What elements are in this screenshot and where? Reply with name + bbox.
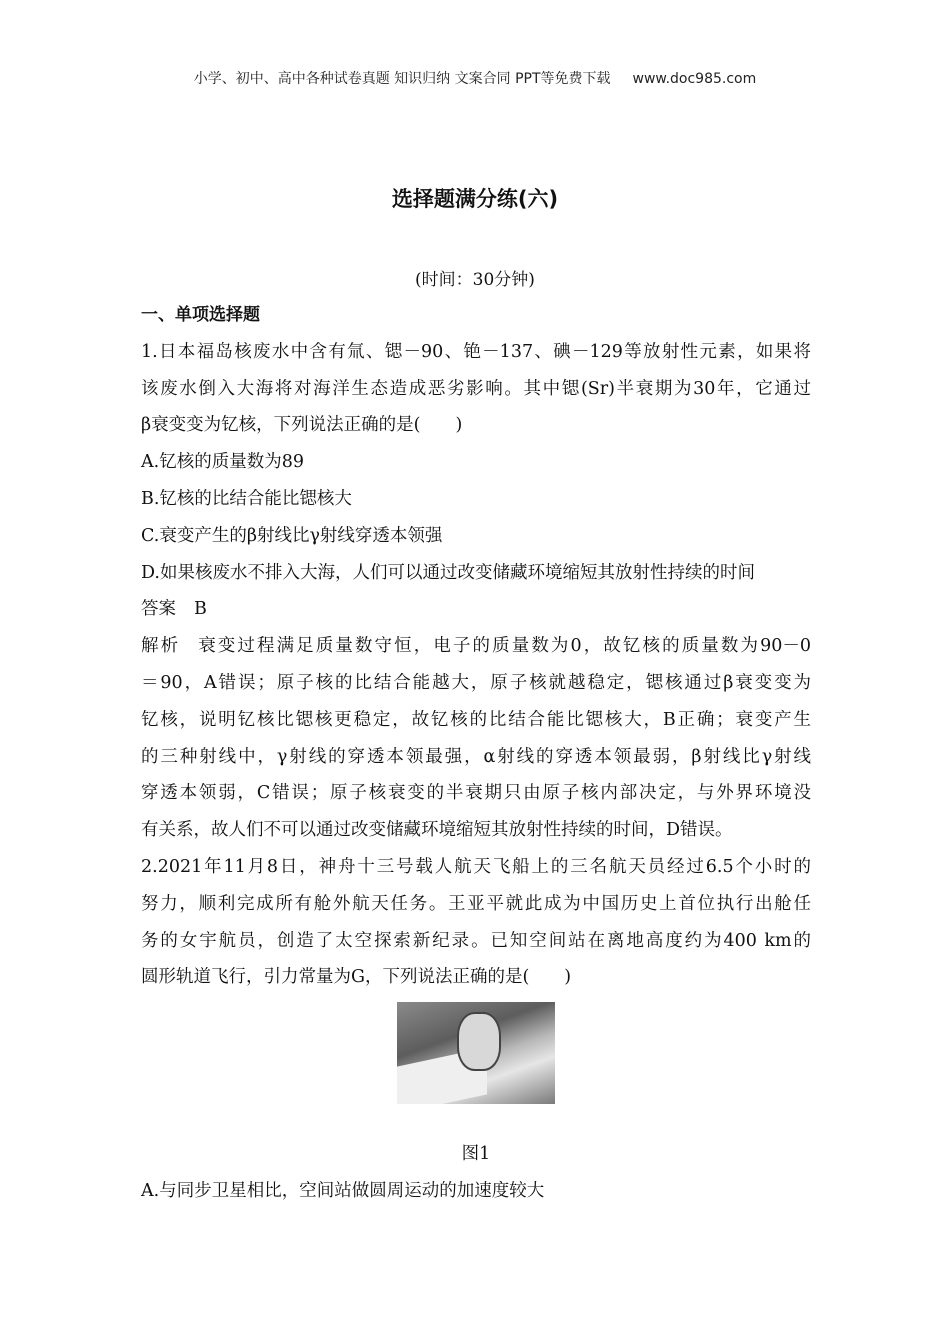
page-title: 选择题满分练(六) bbox=[391, 187, 559, 211]
figure-caption: 图1 bbox=[461, 1144, 491, 1165]
analysis-line bbox=[141, 628, 811, 665]
astronaut-photo bbox=[397, 1002, 555, 1104]
q1-answer bbox=[141, 591, 811, 628]
answer-label: 答案 bbox=[141, 599, 176, 620]
header-url[interactable]: www.doc985.com bbox=[632, 71, 757, 87]
header-text: 小学、初中、高中各种试卷真题 知识归纳 文案合同 PPT等免费下载 bbox=[193, 71, 611, 87]
q1-option-a: A.钇核的质量数为89 bbox=[141, 452, 304, 473]
q1-option-d: D.如果核废水不排入大海，人们可以通过改变储藏环境缩短其放射性持续的时间 bbox=[141, 562, 755, 583]
q2-line: 努力，顺利完成所有舱外航天任务。王亚平就此成为中国历史上首位执行出舱任 bbox=[141, 893, 811, 914]
q2-line: 务的女宇航员，创造了太空探索新纪录。已知空间站在离地高度约为400 km的 bbox=[141, 930, 811, 951]
analysis-label: 解析 bbox=[141, 636, 181, 657]
page-header bbox=[0, 68, 950, 88]
q1-option-b: B.钇核的比结合能比锶核大 bbox=[141, 488, 352, 509]
q1-option-c: C.衰变产生的β射线比γ射线穿透本领强 bbox=[141, 525, 443, 546]
time-limit: (时间：30分钟) bbox=[415, 270, 535, 290]
section-heading: 一、单项选择题 bbox=[141, 305, 260, 325]
content bbox=[141, 297, 811, 1210]
analysis-line: ＝90，A错误；原子核的比结合能越大，原子核就越稳定，锶核通过β衰变变为 bbox=[141, 672, 811, 693]
q1-line: 1.日本福岛核废水中含有氚、锶－90、铯－137、碘－129等放射性元素，如果将 bbox=[141, 341, 811, 362]
analysis-line: 有关系，故人们不可以通过改变储藏环境缩短其放射性持续的时间，D错误。 bbox=[141, 820, 733, 841]
answer-value: B bbox=[194, 599, 207, 620]
q2-line: 圆形轨道飞行，引力常量为G，下列说法正确的是( ) bbox=[141, 967, 572, 988]
q1-line: 该废水倒入大海将对海洋生态造成恶劣影响。其中锶(Sr)半衰期为30年，它通过 bbox=[141, 378, 811, 399]
analysis-line: 穿透本领弱，C错误；原子核衰变的半衰期只由原子核内部决定，与外界环境没 bbox=[141, 783, 811, 804]
analysis-text: 衰变过程满足质量数守恒，电子的质量数为0，故钇核的质量数为90－0 bbox=[198, 636, 811, 657]
q1-line: β衰变变为钇核，下列说法正确的是( ) bbox=[141, 415, 463, 436]
analysis-line: 钇核，说明钇核比锶核更稳定，故钇核的比结合能比锶核大，B正确；衰变产生 bbox=[141, 709, 811, 730]
q2-line: 2.2021年11月8日，神舟十三号载人航天飞船上的三名航天员经过6.5个小时的 bbox=[141, 856, 811, 877]
analysis-line: 的三种射线中，γ射线的穿透本领最强，α射线的穿透本领最弱，β射线比γ射线 bbox=[141, 746, 811, 767]
q2-option-a: A.与同步卫星相比，空间站做圆周运动的加速度较大 bbox=[141, 1180, 545, 1201]
